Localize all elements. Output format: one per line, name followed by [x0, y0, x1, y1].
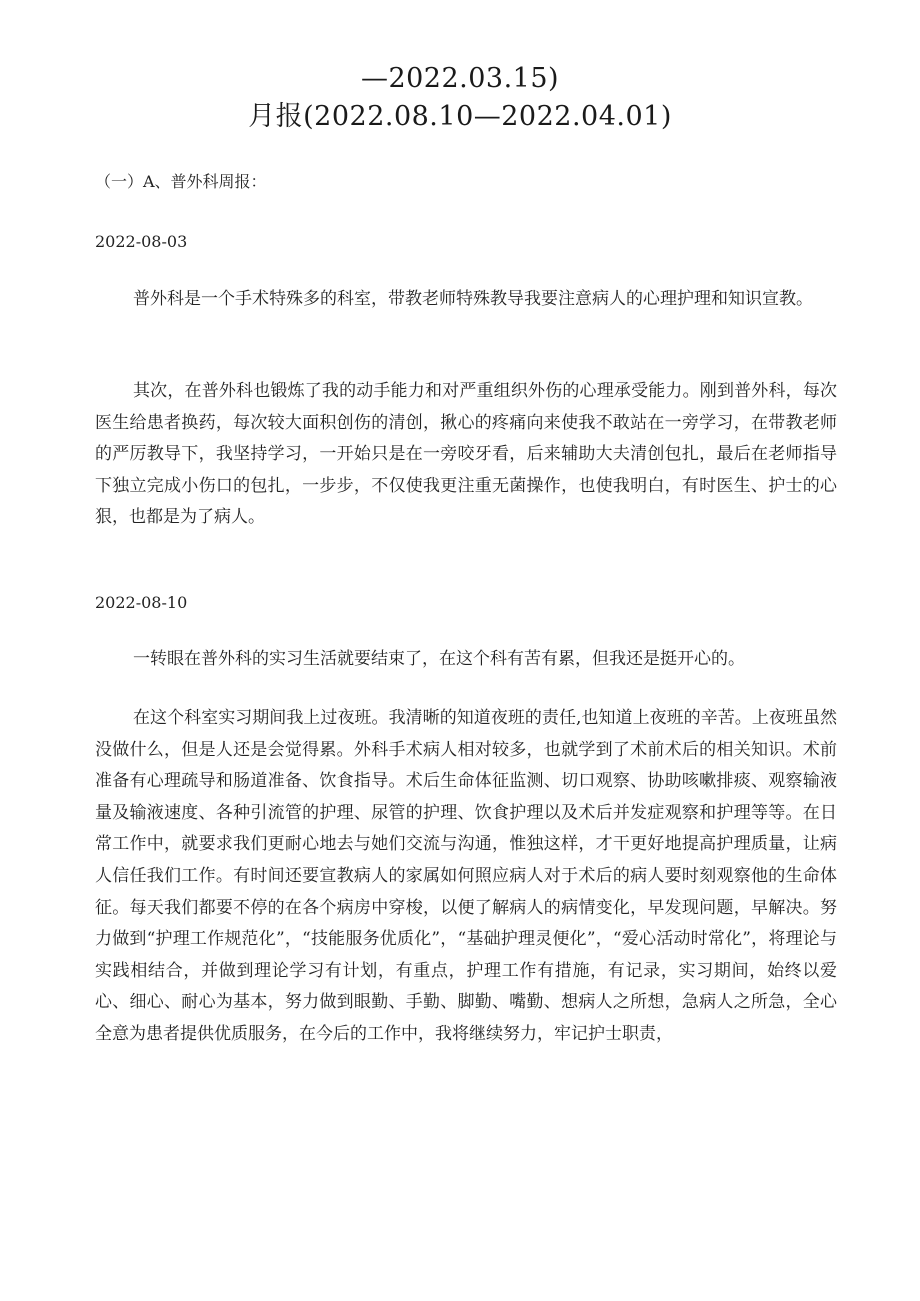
entry-date: 2022-08-10 [95, 593, 188, 612]
entry-paragraph: 普外科是一个手术特殊多的科室，带教老师特殊教导我要注意病人的心理护理和知识宣教。 [133, 289, 813, 309]
entry-paragraph: 在这个科室实习期间我上过夜班。我清晰的知道夜班的责任,也知道上夜班的辛苦。上夜班虽然没做什么，但是人还是会觉得累。外科手术病人相对较多，也就学到了术前术后的相关知识。术前准备有心理疏导和肠道准备、饮食指导。术后生命体征监测、切口观察、协助咳嗽排痰、观察输液量及输液速度、各种引流管的护理、尿管的护理、饮食护理以及术后并发症观察和护理等等。在日常工作中，就要求我们更耐心地去与她们交流与沟通，惟独这样，才干更好地提高护理质量，让病人信任我们工作。有时间还要宣教病人的家属如何照应病人对于术后的病人要时刻观察他的生命体征。每天我们都要不停的在各个病房中穿梭，以便了解病人的病情变化，早发现问题，早解决。努力做到“护理工作规范化”，“技能服务优质化”，“基础护理灵便化”，“爱心活动时常化”，将理论与实践相结合，并做到理论学习有计划，有重点，护理工作有措施，有记录，实习期间，始终以爱心、细心、耐心为基本，努力做到眼勤、手勤、脚勤、嘴勤、想病人之所想，急病人之所急，全心全意为患者提供优质服务，在今后的工作中，我将继续努力，牢记护士职责， [95, 708, 837, 1044]
title-line-2: 月报(2022.08.10—2022.04.01) [248, 101, 672, 132]
title-line-1: —2022.03.15) [360, 63, 560, 94]
entry-date: 2022-08-03 [95, 232, 188, 251]
entry-paragraph: 一转眼在普外科的实习生活就要结束了，在这个科有苦有累，但我还是挺开心的。 [133, 649, 745, 669]
entry-paragraph: 其次，在普外科也锻炼了我的动手能力和对严重组织外伤的心理承受能力。刚到普外科，每次医生给患者换药，每次较大面积创伤的清创，揪心的疼痛向来使我不敢站在一旁学习，在带教老师的严厉教导下，我坚持学习，一开始只是在一旁咬牙看，后来辅助大夫清创包扎，最后在老师指导下独立完成小伤口的包扎，一步步，不仅使我更注重无菌操作，也使我明白，有时医生、护士的心狠，也都是为了病人。 [95, 381, 837, 528]
section-heading: （一）A、普外科周报： [95, 172, 267, 191]
